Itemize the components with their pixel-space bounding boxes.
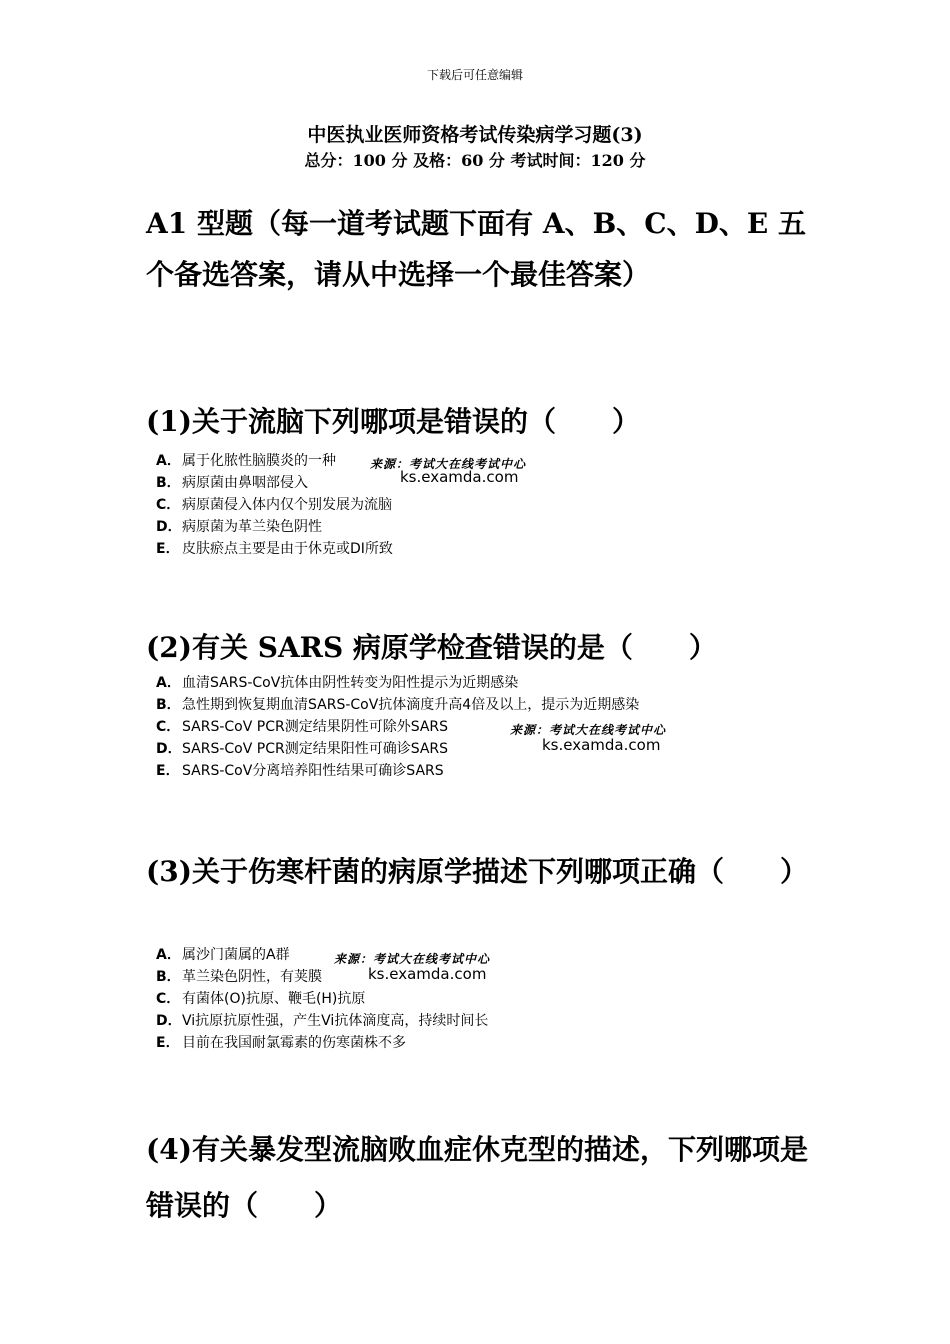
option-text: 目前在我国耐氯霉素的伤寒菌株不多 bbox=[182, 1035, 406, 1051]
option-letter: C． bbox=[156, 719, 181, 735]
option-e bbox=[156, 760, 776, 782]
option-text: 属沙门菌属的A群 bbox=[182, 947, 290, 963]
option-e bbox=[156, 538, 776, 560]
exam-meta: 总分：100 分 及格：60 分 考试时间：120 分 bbox=[304, 151, 646, 170]
option-letter: C． bbox=[156, 991, 181, 1007]
watermark-url: ks.examda.com bbox=[400, 468, 519, 486]
option-c bbox=[156, 494, 776, 516]
option-text: 病原菌由鼻咽部侵入 bbox=[182, 475, 308, 491]
question-4-stem: (4)有关暴发型流脑败血症休克型的描述，下列哪项是错误的（ ） bbox=[146, 1133, 808, 1222]
option-text: SARS-CoV PCR测定结果阴性可除外SARS bbox=[182, 719, 449, 735]
option-text: 属于化脓性脑膜炎的一种 bbox=[182, 453, 336, 469]
option-text: SARS-CoV分离培养阳性结果可确诊SARS bbox=[182, 763, 444, 779]
option-text: 皮肤瘀点主要是由于休克或DI所致 bbox=[182, 541, 393, 557]
option-text: 病原菌侵入体内仅个别发展为流脑 bbox=[182, 497, 392, 513]
option-text: 有菌体(O)抗原、鞭毛(H)抗原 bbox=[182, 991, 366, 1007]
option-text: 病原菌为革兰染色阴性 bbox=[182, 519, 322, 535]
option-c bbox=[156, 716, 776, 738]
option-text: Vi抗原抗原性强，产生Vi抗体滴度高，持续时间长 bbox=[182, 1013, 489, 1029]
option-letter: D． bbox=[156, 1013, 182, 1029]
question-1-stem: (1)关于流脑下列哪项是错误的（ ） bbox=[146, 405, 640, 438]
document-title: 中医执业医师资格考试传染病学习题(3) bbox=[307, 124, 643, 146]
download-note: 下载后可任意编辑 bbox=[426, 68, 523, 82]
question-3-stem: (3)关于伤寒杆菌的病原学描述下列哪项正确（ ） bbox=[146, 855, 808, 888]
option-letter: A． bbox=[156, 675, 181, 691]
watermark-source: 来源：考试大在线考试中心 bbox=[510, 723, 667, 737]
watermark-source: 来源：考试大在线考试中心 bbox=[334, 952, 491, 966]
question-2-stem: (2)有关 SARS 病原学检查错误的是（ ） bbox=[146, 631, 717, 664]
option-a bbox=[156, 672, 776, 694]
option-letter: B． bbox=[156, 475, 181, 491]
option-letter: A． bbox=[156, 453, 181, 469]
option-letter: A． bbox=[156, 947, 181, 963]
watermark-url: ks.examda.com bbox=[542, 736, 661, 754]
option-letter: D． bbox=[156, 741, 182, 757]
option-letter: E． bbox=[156, 1035, 180, 1051]
option-text: 急性期到恢复期血清SARS-CoV抗体滴度升高4倍及以上，提示为近期感染 bbox=[182, 697, 640, 713]
option-letter: D． bbox=[156, 519, 182, 535]
option-letter: E． bbox=[156, 541, 180, 557]
option-text: SARS-CoV PCR测定结果阳性可确诊SARS bbox=[182, 741, 449, 757]
option-letter: C． bbox=[156, 497, 181, 513]
option-d bbox=[156, 1010, 776, 1032]
option-text: 血清SARS-CoV抗体由阴性转变为阳性提示为近期感染 bbox=[182, 675, 519, 691]
option-d bbox=[156, 516, 776, 538]
section-heading: A1 型题（每一道考试题下面有 A、B、C、D、E 五个备选答案，请从中选择一个最佳答案） bbox=[146, 207, 806, 291]
option-d bbox=[156, 738, 776, 760]
option-b bbox=[156, 694, 776, 716]
option-letter: B． bbox=[156, 697, 181, 713]
watermark-source: 来源：考试大在线考试中心 bbox=[370, 457, 527, 471]
option-text: 革兰染色阴性，有荚膜 bbox=[182, 969, 322, 985]
question-2-options bbox=[156, 672, 776, 782]
option-c bbox=[156, 988, 776, 1010]
option-letter: B． bbox=[156, 969, 181, 985]
watermark-url: ks.examda.com bbox=[368, 965, 487, 983]
option-letter: E． bbox=[156, 763, 180, 779]
option-e bbox=[156, 1032, 776, 1054]
